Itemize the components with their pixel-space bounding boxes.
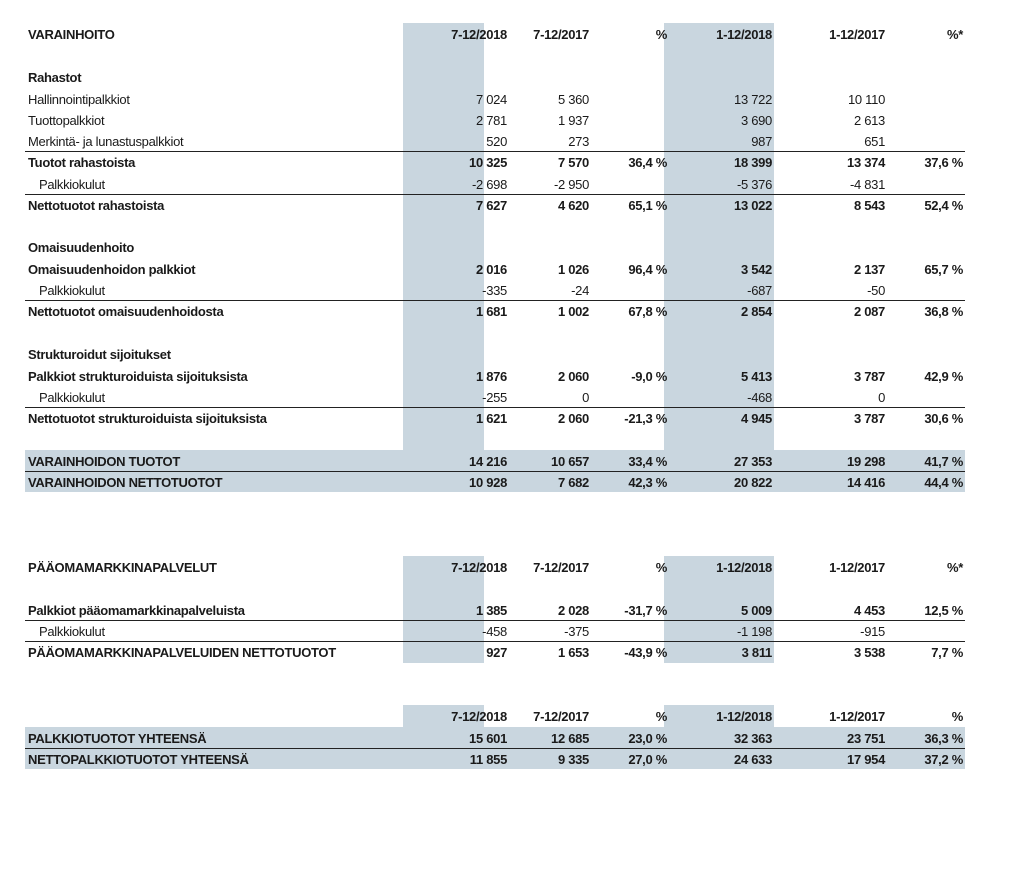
column-header: 1-12/2018 — [716, 560, 772, 575]
total-row: VARAINHOIDON NETTOTUOTOT 10 928 7 682 42,3 % 20 822 14 416 44,4 % — [28, 475, 963, 490]
table-row: PÄÄOMAMARKKINAPALVELUIDEN NETTOTUOTOT 927 1 653 -43,9 % 3 811 3 538 7,7 % — [28, 645, 963, 660]
column-header: 1-12/2018 — [716, 27, 772, 42]
table-row: Hallinnointipalkkiot 7 024 5 360 13 722 10 110 — [28, 92, 885, 107]
table-row: Tuottopalkkiot 2 781 1 937 3 690 2 613 — [28, 113, 885, 128]
table-row: Palkkiokulut -335 -24 -687 -50 — [39, 283, 885, 298]
column-header: 7-12/2018 — [451, 709, 507, 724]
column-header: % — [655, 709, 667, 724]
table-row: Palkkiokulut -458 -375 -1 198 -915 — [39, 624, 885, 639]
table-row: Nettotuotot omaisuudenhoidosta 1 681 1 002 67,8 % 2 854 2 087 36,8 % — [28, 304, 963, 319]
table-row: Merkintä- ja lunastuspalkkiot 520 273 987 651 — [28, 134, 885, 149]
column-header: 7-12/2017 — [533, 560, 589, 575]
table-row: Palkkiot strukturoiduista sijoituksista 1 876 2 060 -9,0 % 5 413 3 787 42,9 % — [28, 369, 963, 384]
table-header-row — [25, 706, 965, 727]
total-row: VARAINHOIDON TUOTOT 14 216 10 657 33,4 % 27 353 19 298 41,7 % — [28, 454, 963, 469]
table-row: Omaisuudenhoidon palkkiot 2 016 1 026 96,4 % 3 542 2 137 65,7 % — [28, 262, 963, 277]
column-header: %* — [946, 27, 963, 42]
group-heading: Omaisuudenhoito — [28, 240, 135, 255]
total-row: PALKKIOTUOTOT YHTEENSÄ 15 601 12 685 23,0 % 32 363 23 751 36,3 % — [28, 731, 963, 746]
column-header: % — [655, 560, 667, 575]
table-header-row — [25, 24, 965, 45]
column-header: % — [951, 709, 963, 724]
column-header: %* — [946, 560, 963, 575]
column-header: 1-12/2017 — [829, 27, 885, 42]
table-header-row — [25, 557, 965, 578]
section-title: VARAINHOITO — [28, 27, 115, 42]
total-row: NETTOPALKKIOTUOTOT YHTEENSÄ 11 855 9 335 27,0 % 24 633 17 954 37,2 % — [28, 752, 963, 767]
group-heading: Strukturoidut sijoitukset — [28, 347, 171, 362]
column-header: 1-12/2017 — [829, 560, 885, 575]
column-header: 7-12/2017 — [533, 27, 589, 42]
column-header: 7-12/2018 — [451, 27, 507, 42]
table-row: Palkkiokulut -2 698 -2 950 -5 376 -4 831 — [39, 177, 885, 192]
column-header: 7-12/2017 — [533, 709, 589, 724]
column-header: % — [655, 27, 667, 42]
table-row: Nettotuotot strukturoiduista sijoituksista 1 621 2 060 -21,3 % 4 945 3 787 30,6 % — [28, 411, 963, 426]
table-row: Tuotot rahastoista 10 325 7 570 36,4 % 18 399 13 374 37,6 % — [28, 155, 963, 170]
column-header: 1-12/2017 — [829, 709, 885, 724]
column-header: 1-12/2018 — [716, 709, 772, 724]
column-header: 7-12/2018 — [451, 560, 507, 575]
group-heading: Rahastot — [28, 70, 82, 85]
table-row: Palkkiot pääomamarkkinapalveluista 1 385 2 028 -31,7 % 5 009 4 453 12,5 % — [28, 603, 963, 618]
section-title: PÄÄOMAMARKKINAPALVELUT — [28, 560, 217, 575]
table-row: Nettotuotot rahastoista 7 627 4 620 65,1 % 13 022 8 543 52,4 % — [28, 198, 963, 213]
table-row: Palkkiokulut -255 0 -468 0 — [39, 390, 885, 405]
